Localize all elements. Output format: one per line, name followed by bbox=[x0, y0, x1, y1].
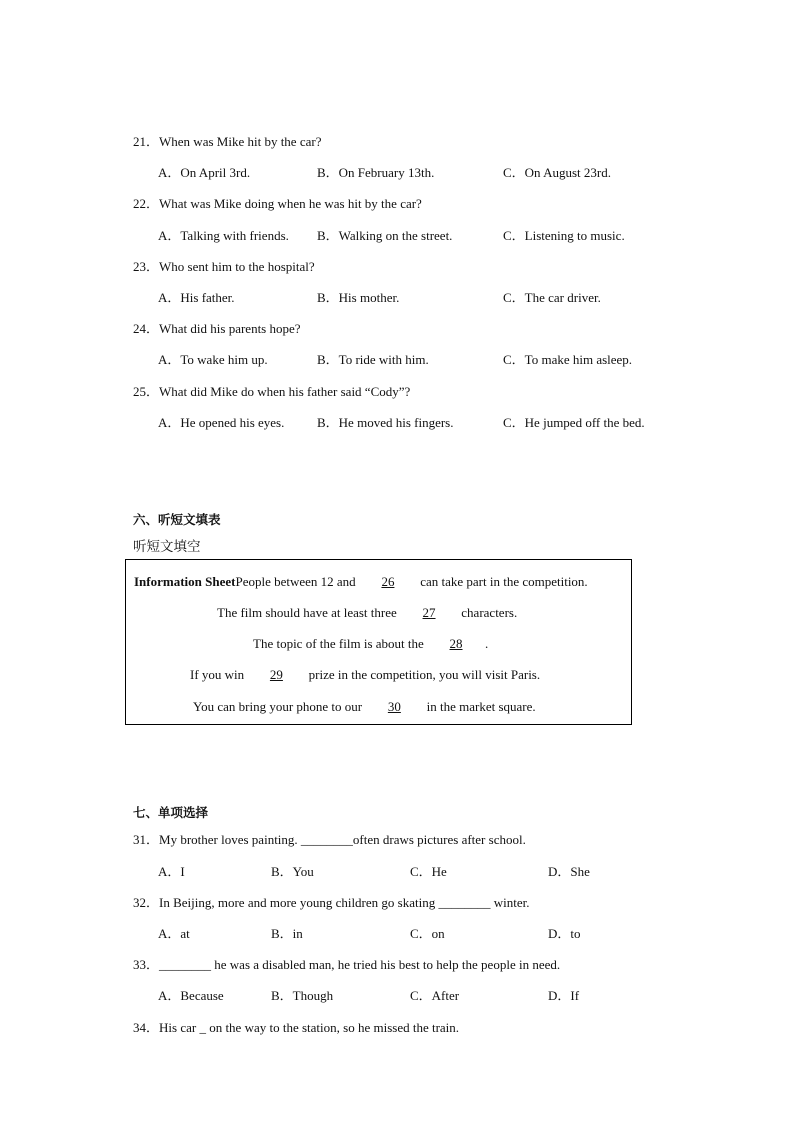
info-line-5: You can bring your phone to our 30 in the market square. bbox=[193, 699, 536, 714]
blank-26[interactable]: 26 bbox=[381, 574, 395, 589]
question-text: 33．________ he was a disabled man, he tried his best to help the people in need. bbox=[133, 957, 561, 972]
blank-27[interactable]: 27 bbox=[422, 605, 436, 620]
information-sheet-label: Information Sheet bbox=[134, 574, 236, 589]
section6-subtitle: 听短文填空 bbox=[133, 539, 201, 555]
info-line-3: The topic of the film is about the 28 . bbox=[253, 636, 489, 651]
option-a: A．His father. bbox=[158, 290, 235, 305]
information-sheet-box bbox=[125, 559, 632, 725]
option-c: C．On August 23rd. bbox=[503, 165, 611, 180]
option-c: C．The car driver. bbox=[503, 290, 601, 305]
blank-29[interactable]: 29 bbox=[269, 667, 283, 682]
option-d: D．If bbox=[548, 988, 580, 1003]
option-a: A．He opened his eyes. bbox=[158, 415, 285, 430]
blank-30[interactable]: 30 bbox=[387, 699, 401, 714]
option-c: C．He jumped off the bed. bbox=[503, 415, 645, 430]
option-b: B．Walking on the street. bbox=[317, 228, 453, 243]
section7-title: 七、单项选择 bbox=[133, 805, 209, 820]
section6-title: 六、听短文填表 bbox=[133, 512, 221, 527]
option-c: C．Listening to music. bbox=[503, 228, 625, 243]
question-text: 21．When was Mike hit by the car? bbox=[133, 134, 322, 149]
info-line-1: Information SheetPeople between 12 and 26 can take part in the competition. bbox=[134, 574, 588, 589]
question-text: 25．What did Mike do when his father said “Cody”? bbox=[133, 384, 411, 399]
question-text: 22．What was Mike doing when he was hit by the car? bbox=[133, 196, 422, 211]
question-text: 23．Who sent him to the hospital? bbox=[133, 259, 315, 274]
option-c: C．on bbox=[410, 926, 445, 941]
question-text: 31．My brother loves painting. ________often draws pictures after school. bbox=[133, 832, 526, 847]
option-a: A．To wake him up. bbox=[158, 352, 268, 367]
option-b: B．His mother. bbox=[317, 290, 400, 305]
option-c: C．He bbox=[410, 864, 447, 879]
option-d: D．She bbox=[548, 864, 590, 879]
question-text: 34．His car _ on the way to the station, so he missed the train. bbox=[133, 1020, 460, 1035]
option-c: C．After bbox=[410, 988, 460, 1003]
option-b: B．To ride with him. bbox=[317, 352, 429, 367]
option-b: B．You bbox=[271, 864, 314, 879]
question-text: 32．In Beijing, more and more young children go skating ________ winter. bbox=[133, 895, 530, 910]
blank-28[interactable]: 28 bbox=[449, 636, 463, 651]
option-b: B．On February 13th. bbox=[317, 165, 435, 180]
option-b: B．He moved his fingers. bbox=[317, 415, 454, 430]
question-text: 24．What did his parents hope? bbox=[133, 321, 301, 336]
option-a: A．Talking with friends. bbox=[158, 228, 289, 243]
option-a: A．I bbox=[158, 864, 185, 879]
option-c: C．To make him asleep. bbox=[503, 352, 633, 367]
option-b: B．in bbox=[271, 926, 303, 941]
option-a: A．at bbox=[158, 926, 190, 941]
info-line-4: If you win 29 prize in the competition, you will visit Paris. bbox=[190, 667, 541, 682]
info-line-2: The film should have at least three 27 characters. bbox=[217, 605, 518, 620]
option-a: A．On April 3rd. bbox=[158, 165, 251, 180]
option-a: A．Because bbox=[158, 988, 224, 1003]
option-d: D．to bbox=[548, 926, 581, 941]
option-b: B．Though bbox=[271, 988, 334, 1003]
